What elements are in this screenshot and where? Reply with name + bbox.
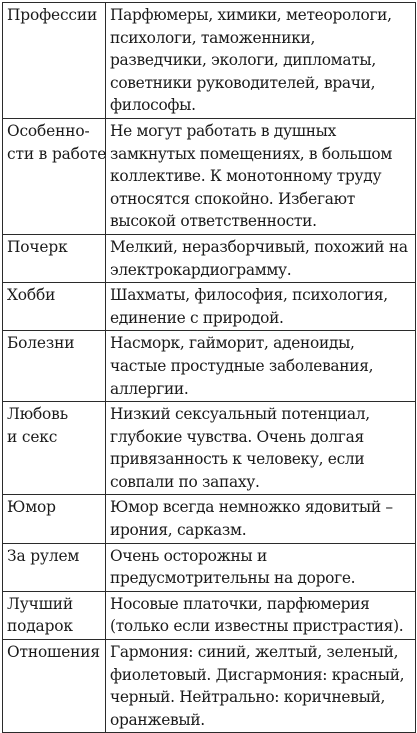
- row-value-line: Шахматы, философия, психология,: [110, 286, 388, 305]
- row-label-cell: [3, 331, 106, 402]
- row-label-cell: [3, 640, 106, 733]
- row-value-line: высокой ответственности.: [110, 212, 317, 231]
- row-label-cell: [3, 283, 106, 331]
- row-value-line: фиолетовый. Дисгармония: красный,: [110, 665, 405, 684]
- table-row: [3, 402, 416, 495]
- row-label-cell: [3, 118, 106, 234]
- row-value-line: Гармония: синий, желтый, зеленый,: [110, 643, 399, 662]
- row-value-cell: [106, 402, 416, 495]
- row-value-cell: [106, 3, 416, 119]
- row-label-line: Отношения: [7, 643, 100, 662]
- row-value-line: аллергии.: [110, 379, 189, 398]
- row-label-cell: [3, 234, 106, 282]
- row-label-cell: [3, 543, 106, 591]
- row-value-line: глубокие чувства. Очень долгая: [110, 427, 364, 446]
- table-row: [3, 234, 416, 282]
- row-label-line: Профессии: [7, 6, 98, 24]
- row-label-cell: [3, 591, 106, 639]
- table-row: [3, 495, 416, 543]
- row-value-line: оранжевый.: [110, 710, 205, 729]
- row-value-cell: [106, 331, 416, 402]
- row-label-line: За рулем: [7, 546, 80, 565]
- table-row: [3, 283, 416, 331]
- row-label-cell: [3, 3, 106, 119]
- row-value-line: совпали по запаху.: [110, 472, 260, 491]
- row-label-line: подарок: [7, 617, 73, 636]
- row-value-cell: [106, 543, 416, 591]
- table-row: [3, 331, 416, 402]
- row-value-line: замкнутых помещениях, в большом: [110, 144, 393, 163]
- row-value-line: разведчики, экологи, дипломаты,: [110, 51, 376, 70]
- row-value-cell: [106, 283, 416, 331]
- row-label-line: Болезни: [7, 334, 75, 353]
- row-value-line: черный. Нейтрально: коричневый,: [110, 688, 386, 707]
- row-value-cell: [106, 495, 416, 543]
- row-value-line: (только если известны пристрастия).: [110, 617, 404, 636]
- row-value-line: предусмотрительны на дороге.: [110, 569, 356, 588]
- row-label-line: Любовь: [7, 405, 68, 424]
- table-row: [3, 3, 416, 119]
- row-value-line: относятся спокойно. Избегают: [110, 189, 355, 208]
- traits-table: [2, 2, 416, 733]
- row-value-line: привязанность к человеку, если: [110, 450, 365, 469]
- row-label-line: сти в работе: [7, 144, 107, 163]
- traits-table-body: [3, 3, 416, 733]
- row-value-line: электрокардиограмму.: [110, 260, 292, 279]
- row-label-line: Почерк: [7, 237, 68, 256]
- row-value-cell: [106, 118, 416, 234]
- row-value-line: Насморк, гайморит, аденоиды,: [110, 334, 355, 353]
- row-label-line: Хобби: [7, 286, 56, 305]
- row-value-line: коллективе. К монотонному труду: [110, 167, 382, 186]
- row-value-line: советники руководителей, врачи,: [110, 73, 376, 92]
- row-value-line: Носовые платочки, парфюмерия: [110, 594, 370, 613]
- row-value-cell: [106, 640, 416, 733]
- table-row: [3, 543, 416, 591]
- row-label-line: Особенно-: [7, 121, 90, 140]
- row-value-line: ирония, сарказм.: [110, 521, 247, 540]
- row-value-line: Юмор всегда немножко ядовитый –: [110, 498, 393, 517]
- table-row: [3, 118, 416, 234]
- row-label-cell: [3, 495, 106, 543]
- table-row: [3, 591, 416, 639]
- row-value-line: философы.: [110, 96, 196, 115]
- row-value-line: Очень осторожны и: [110, 546, 267, 565]
- row-value-cell: [106, 234, 416, 282]
- row-value-line: Низкий сексуальный потенциал,: [110, 405, 370, 424]
- table-row: [3, 640, 416, 733]
- row-value-line: Мелкий, неразборчивый, похожий на: [110, 237, 408, 256]
- row-label-line: Лучший: [7, 594, 73, 613]
- row-label-line: Юмор: [7, 498, 56, 517]
- row-value-line: Парфюмеры, химики, метеорологи,: [110, 6, 392, 24]
- row-value-line: частые простудные заболевания,: [110, 356, 374, 375]
- row-value-line: психологи, таможенники,: [110, 28, 316, 47]
- row-value-line: единение с природой.: [110, 308, 284, 327]
- row-value-line: Не могут работать в душных: [110, 121, 337, 140]
- row-value-cell: [106, 591, 416, 639]
- row-label-cell: [3, 402, 106, 495]
- row-label-line: и секс: [7, 427, 58, 446]
